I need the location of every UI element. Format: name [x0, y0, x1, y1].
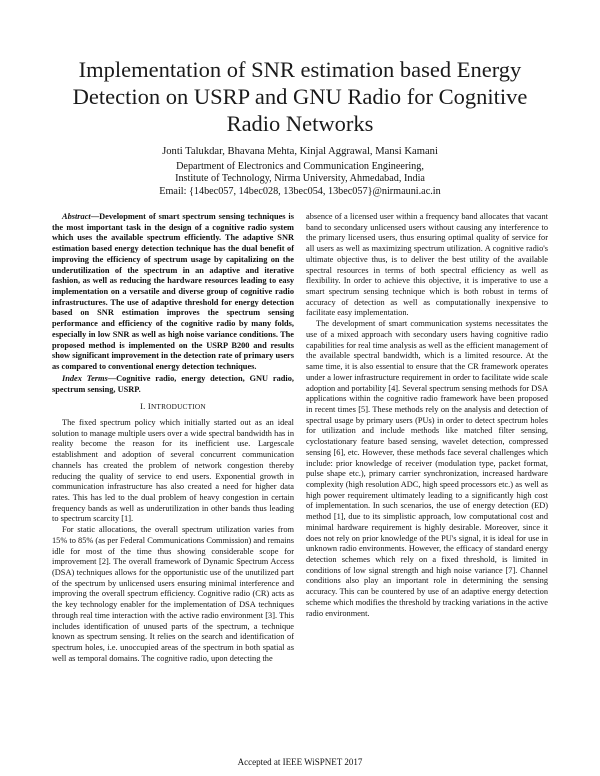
author-department: Department of Electronics and Communication Engineering,	[176, 160, 424, 172]
section-heading-introduction	[52, 401, 294, 413]
left-column	[52, 212, 294, 664]
author-names: Jonti Talukdar, Bhavana Mehta, Kinjal Aggrawal, Mansi Kamani	[162, 146, 438, 157]
section-heading-numeral: I. I	[140, 401, 151, 412]
abstract-text: —Development of smart spectrum sensing techniques is the most important task in the design of a cognitive radio system which uses the available spectrum efficiently. The adaptive SNR estimation based energy detection technique has the dual benefit of improving the efficiency of spectrum usage by capitalizing on the underutilization of the spectrum in an adaptive and iterative fashion, as well as reducing the hardware resources leading to easy implementation on a versatile and diverse group of cognitive radio infrastructures. The use of adaptive threshold for energy detection based on SNR estimation improves the spectrum sensing performance and efficiency of the cognitive radio by many folds, especially in low SNR as well as high noise variance conditions. The proposed method is implemented on the USRP B200 and results show significant improvement in the detection rate of primary users as compared to conventional energy detection techniques.	[52, 212, 294, 372]
right-column	[306, 212, 548, 619]
author-email: Email: {14bec057, 14bec028, 13bec054, 13bec057}@nirmauni.ac.in	[159, 185, 441, 197]
abstract	[52, 212, 294, 373]
index-terms	[52, 374, 294, 395]
paragraph: The development of smart communication systems necessitates the use of a mixed approach with secondary users having cognitive radio capabilities for real time analysis as well as the efficient management of the available spectral bandwidth, which is a limited resource. At the same time, it is also essential to ensure that the CR framework operates under a lower infrastructure requirement in order to facilitate wide scale adoption and portability [4]. Several spectrum sensing methods for DSA applications within the cognitive radio framework have been proposed in recent times [5]. These methods rely on the analysis and detection of spectral usage by primary users (PUs) in order to detect spectrum holes for utilization and include methods like matched filter sensing, cyclostationary feature based sensing, wavelet detection, compressed sensing [6], etc. However, these methods face several challenges which include: prior knowledge of receiver (modulation type, packet format, pulse shape etc.), primary carrier synchronization, increased hardware complexity (high resolution ADC, high speed processors etc.) as well as high power requirement ultimately leading to a significantly high cost of implementation. In such scenarios, the use of energy detection (ED) method [1], due to its simplistic approach, low computational cost and minimal hardware requirement is highly desirable. Moreover, since it does not rely on prior knowledge of the PU's signal, it is ideal for use in unknown radio environments. However, the efficacy of standard energy detection schemes which rely on a fixed threshold, is limited in conditions of low signal strength and high noise variance [7]. Channel conditions also play an important role in determining the sensing accuracy. This can be countered by use of an adaptive energy detection scheme which modifies the threshold by tracking variations in the active radio environment.	[306, 319, 548, 618]
author-block	[60, 146, 540, 198]
title-line-2: Detection on USRP and GNU Radio for Cognitive	[72, 84, 528, 109]
footer-note: Accepted at IEEE WiSPNET 2017	[237, 757, 363, 767]
paper-title	[40, 56, 560, 137]
title-line-3: Radio Networks	[226, 111, 374, 136]
section-heading-rest: NTRODUCTION	[150, 402, 206, 412]
index-terms-label: Index Terms	[62, 373, 108, 383]
abstract-label: Abstract	[62, 212, 91, 221]
index-terms-text: —Cognitive radio, energy detection, GNU radio, spectrum sensing, USRP.	[52, 373, 294, 394]
paragraph: For static allocations, the overall spectrum utilization varies from 15% to 85% (as per Federal Communications Commission) and remains idle for most of the time thus showing considerable scope for improvement [2]. The overall framework of Dynamic Spectrum Access (DSA) techniques allows for the opportunistic use of the unutilized part of the spectrum by unlicensed users ensuring minimal interference and improving the overall spectrum efficiency. Cognitive radio (CR) acts as the key technology enabler for the implementation of DSA techniques through real time interaction with the active radio environment [3]. This includes identification of unused parts of the spectrum, a technique known as spectrum sensing. It relies on the search and identification of spectrum holes, i.e. unoccupied areas of the spectrum in both spatial as well as temporal domains. The cognitive radio, upon detecting the	[52, 525, 294, 663]
paragraph: The fixed spectrum policy which initially started out as an ideal solution to manage multiple users over a wide spectral bandwidth has in reality become the reason for its inefficient use. Largescale establishment and adoption of several concurrent communication channels has created the problem of network congestion thereby reducing the quality of service to end users. Exponential growth in communication infrastructure has also created a need for higher data rates. This has led to the dual problem of heavy congestion in certain frequency bands as well as underutilization in other bands thus leading to spectrum scarcity [1].	[52, 417, 294, 524]
title-line-1: Implementation of SNR estimation based Energy	[78, 57, 522, 82]
paragraph: absence of a licensed user within a frequency band allocates that vacant band to secondary unlicensed users without causing any interference to the primary licensed users, thus ensuring optimal quality of service for all users as well as maximizing spectrum utilization. A cognitive radio's ultimate objective thus, is to deliver the best utility of the available spectral resources in terms of both spectral efficiency as well as flexibility. In order to achieve this objective, it is imperative to use a smart spectrum sensing technique which is both robust in terms of accuracy of detection as well as computationally inexpensive to facilitate easy implementation.	[306, 212, 548, 318]
author-institute: Institute of Technology, Nirma University, Ahmedabad, India	[175, 173, 425, 185]
